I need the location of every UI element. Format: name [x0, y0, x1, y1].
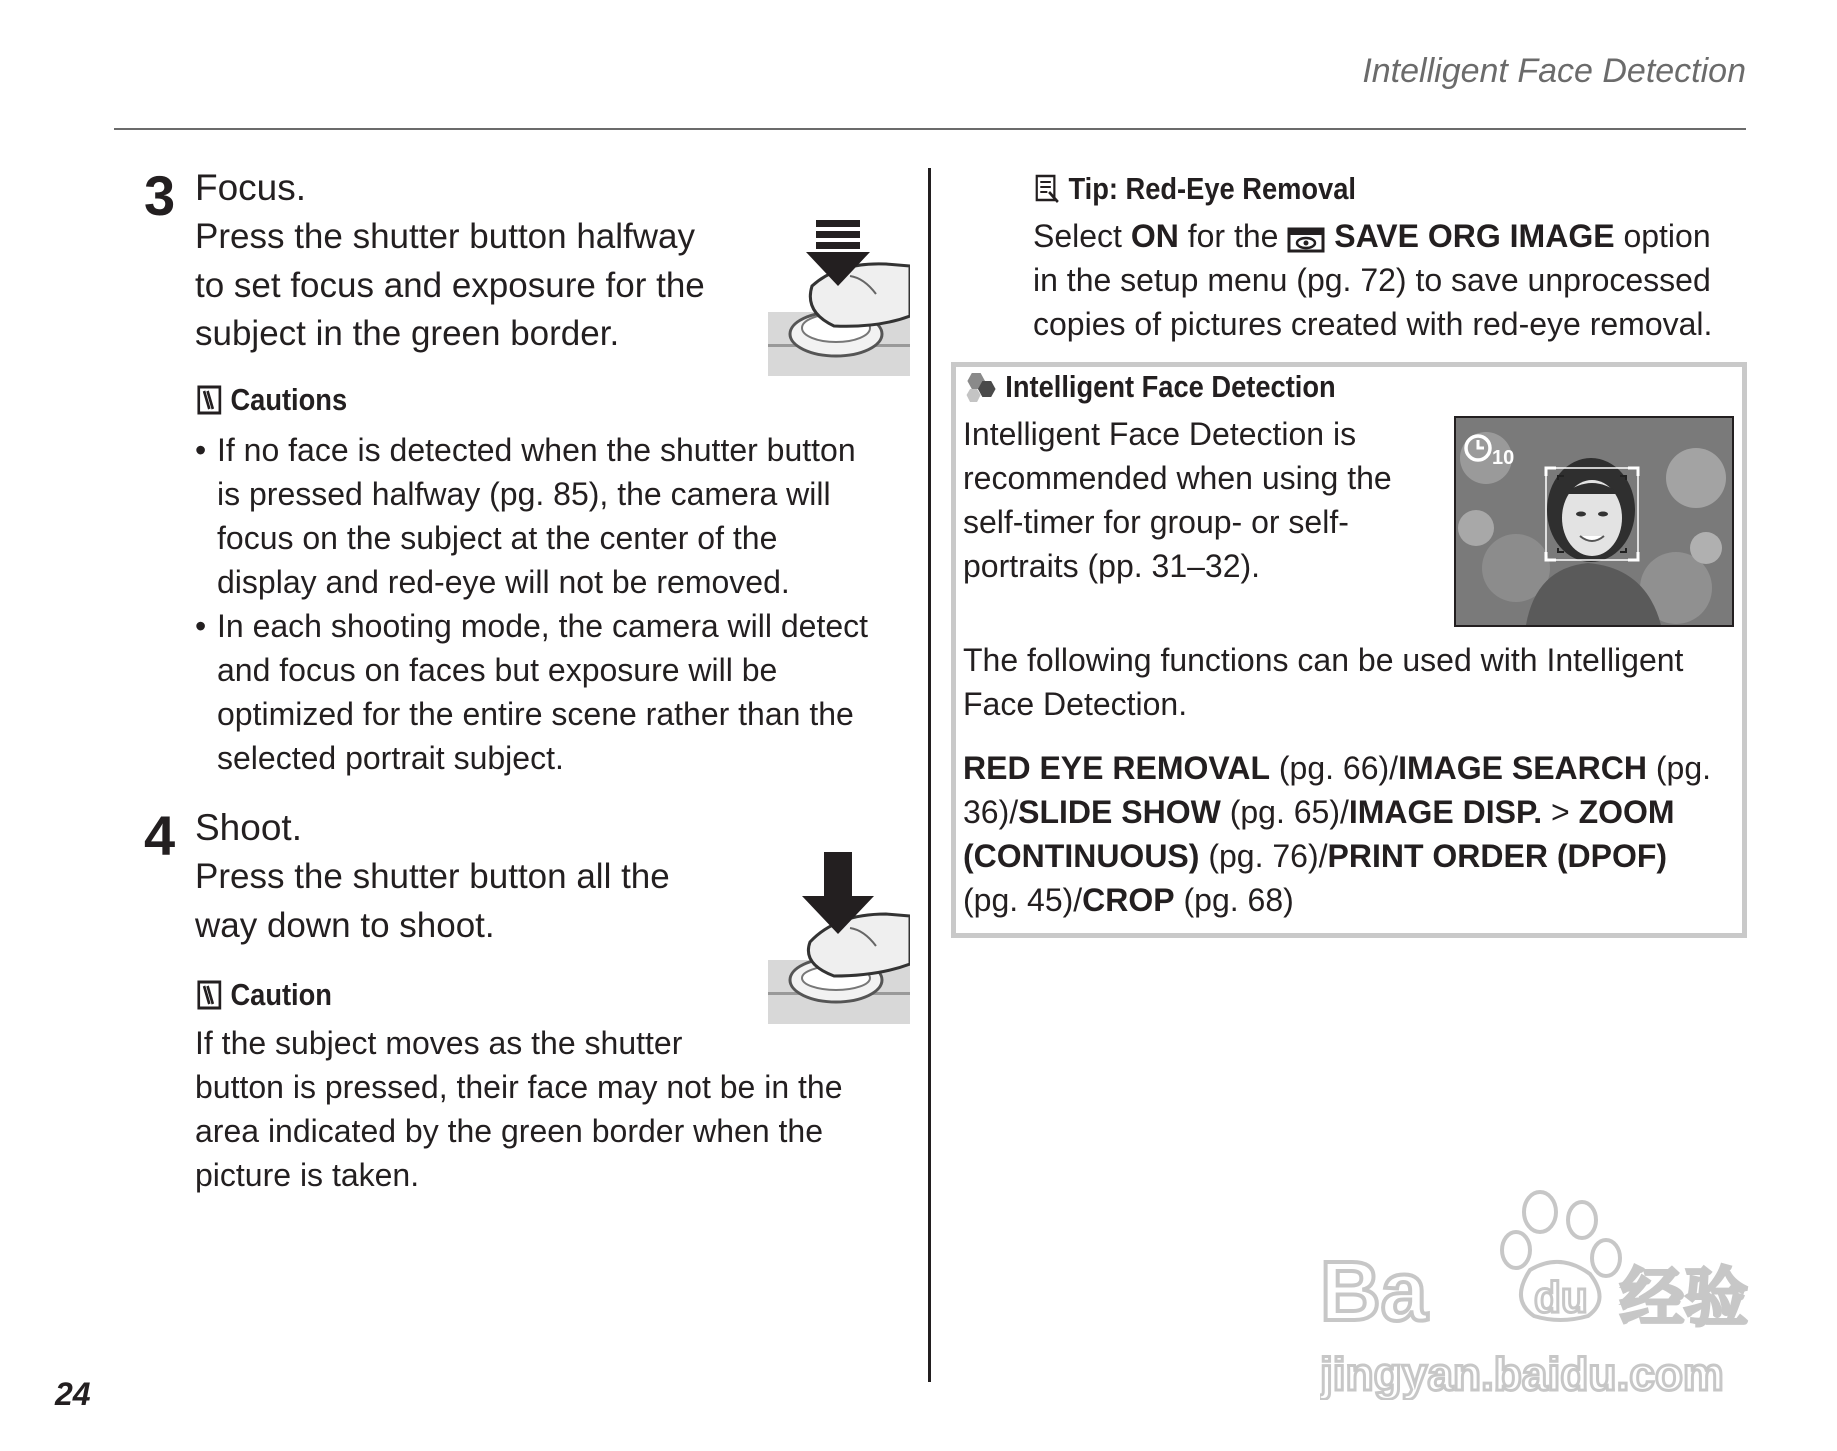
shutter-full-press-icon — [768, 852, 910, 1024]
face-detection-heading: Intelligent Face Detection — [963, 369, 1336, 405]
face-detection-text: Intelligent Face Detection is recommended when using the self-timer for group- or self- portraits (pp. 31–32). — [963, 416, 1392, 584]
face-detection-icon — [963, 371, 996, 403]
svg-text:du: du — [1534, 1273, 1588, 1322]
tip-text: Select ON for the SAVE ORG IMAGE option in the setup menu (pg. 72) to save unprocessed copies of pictures created with red-eye removal. — [1033, 218, 1713, 342]
caution-heading: Caution — [197, 977, 332, 1013]
shutter-half-press-icon — [768, 216, 910, 376]
svg-text:jingyan.baidu.com: jingyan.baidu.com — [1320, 1348, 1724, 1400]
baidu-paw-icon — [1320, 1190, 1760, 1400]
tip-heading: Tip: Red-Eye Removal — [1035, 171, 1356, 207]
caution-icon — [197, 385, 222, 415]
header-rule — [114, 128, 1746, 130]
tip-icon — [1035, 174, 1060, 204]
step-3-title: Focus. — [195, 167, 307, 208]
caution-text: If the subject moves as the shutter button is pressed, their face may not be in the area indicated by the green border when the picture is taken. — [195, 1025, 843, 1193]
step-3-text: Press the shutter button halfway to set focus and exposure for the subject in the green border. — [195, 217, 705, 353]
save-org-image-icon — [1287, 225, 1325, 253]
step-4-text: Press the shutter button all the way down to shoot. — [195, 857, 670, 945]
svg-text:经验: 经验 — [1620, 1262, 1748, 1336]
cautions-list — [195, 428, 915, 780]
step-4-title: Shoot. — [195, 807, 302, 848]
face-detection-functions-list: RED EYE REMOVAL (pg. 66)/IMAGE SEARCH (pg. 36)/SLIDE SHOW (pg. 65)/IMAGE DISP. > ZOOM (CONTINUOUS) (pg. 76)/PRINT ORDER (DPOF) (pg. 45)/CROP (pg. 68) — [963, 750, 1711, 918]
svg-text:10: 10 — [1492, 447, 1515, 469]
watermark — [1320, 1190, 1760, 1405]
column-divider — [928, 168, 931, 1382]
cautions-heading: Cautions — [197, 382, 347, 418]
list-item: • If no face is detected when the shutter button is pressed halfway (pg. 85), the camera will focus on the subject at the center of the display and red-eye will not be removed. — [195, 432, 856, 600]
page-number: 24 — [55, 1376, 91, 1412]
caution-icon — [197, 980, 222, 1010]
running-header: Intelligent Face Detection — [1362, 52, 1746, 90]
face-detection-functions-intro: The following functions can be used with Intelligent Face Detection. — [963, 642, 1684, 722]
step-3-number: 3 — [144, 164, 176, 227]
list-item: • In each shooting mode, the camera will detect and focus on faces but exposure will be optimized for the entire scene rather than the selected portrait subject. — [195, 608, 869, 776]
step-4-number: 4 — [144, 804, 176, 867]
face-detection-photo — [1454, 416, 1734, 627]
svg-text:Ba: Ba — [1320, 1244, 1428, 1338]
